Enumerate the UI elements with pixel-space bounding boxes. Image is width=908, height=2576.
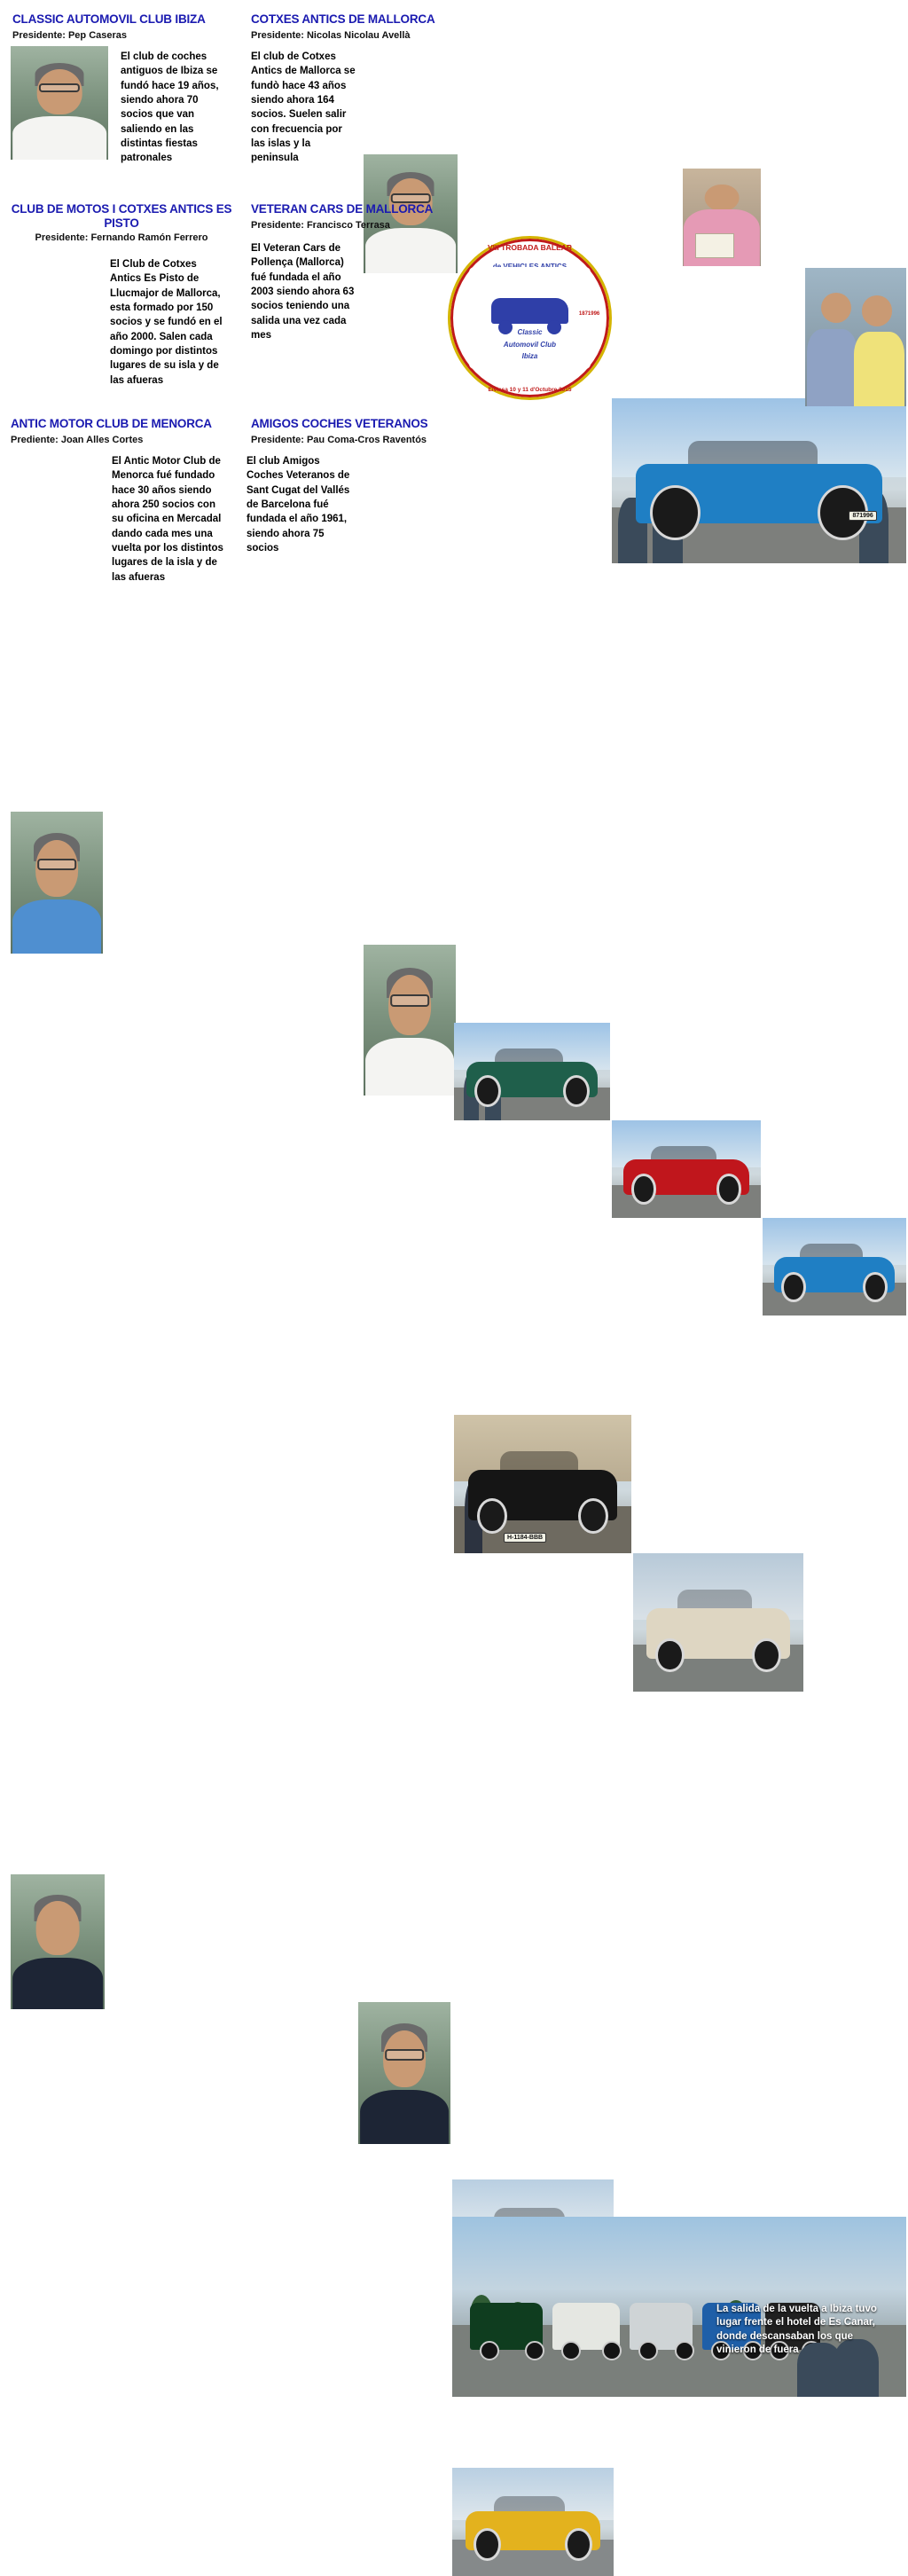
club-president-club-de-motos-i-cotxes-antics-es-pisto: Presidente: Fernando Ramón Ferrero bbox=[35, 232, 208, 243]
club-president-veteran-cars-de-mallorca: Presidente: Francisco Terrasa bbox=[251, 220, 390, 231]
photo-black-citroen bbox=[454, 1415, 631, 1553]
portrait-pep-caseras bbox=[11, 46, 108, 160]
logo-top-text: VIII TROBADA BALEAR bbox=[487, 243, 573, 253]
club-body-club-de-motos-i-cotxes-antics-es-pisto: El Club de Cotxes Antics Es Pisto de Llucmajor de Mallorca, esta formado por 150 socios y se fundó en el año 2000. Salen cada domingo por distintos lugares de su isla y de las afueras bbox=[110, 259, 223, 386]
club-president-antic-motor-club-de-menorca: Prediente: Joan Alles Cortes bbox=[11, 435, 144, 445]
club-title-veteran-cars-de-mallorca: VETERAN CARS DE MALLORCA bbox=[251, 202, 434, 216]
photo-blue-vintage-roadster bbox=[763, 1218, 906, 1315]
logo-center-line1: Classic bbox=[517, 327, 543, 336]
logo-center-line2: Automovil Club bbox=[503, 340, 557, 349]
club-body-veteran-cars-de-mallorca: El Veteran Cars de Pollença (Mallorca) fué fundada el año 2003 siendo ahora 63 socios teniendo una salida una vez cada mes bbox=[251, 243, 355, 341]
plate-blue-roadster: 871996 bbox=[849, 511, 876, 521]
portrait-joan-alles bbox=[11, 1874, 105, 2009]
photo-lineup-es-canar bbox=[452, 2217, 906, 2397]
photo-cream-car bbox=[633, 1553, 803, 1692]
logo-center-line3: Ibiza bbox=[521, 352, 538, 361]
club-title-antic-motor-club-de-menorca: ANTIC MOTOR CLUB DE MENORCA bbox=[11, 417, 212, 430]
club-title-cotxes-antics-de-mallorca: COTXES ANTICS DE MALLORCA bbox=[251, 12, 435, 26]
portrait-pau-coma-cros bbox=[358, 2002, 450, 2144]
club-title-club-de-motos-i-cotxes-antics-es-pisto: CLUB DE MOTOS I COTXES ANTICS ES PISTO bbox=[11, 202, 232, 230]
logo-bottom-text: Eivissa 10 y 11 d'Octubre 2015 bbox=[488, 386, 572, 393]
portrait-francisco-terrasa bbox=[364, 945, 456, 1096]
club-body-cotxes-antics-de-mallorca: El club de Cotxes Antics de Mallorca se fundò hace 43 años siendo ahora 164 socios. Suelen salir con frecuencia por las islas y la peninsula bbox=[251, 51, 356, 164]
es-canar-caption: La salida de la vuelta a Ibiza tuvo lugar frente el hotel de Es Canar, donde descansaban los que vinieron de fuera bbox=[716, 2303, 877, 2356]
photo-two-men bbox=[805, 268, 906, 406]
portrait-fernando-ramon bbox=[11, 812, 103, 954]
club-body-amigos-coches-veteranos: El club Amigos Coches Veteranos de Sant Cugat del Vallés de Barcelona fué fundada el año 1961, siendo ahora 75 socios bbox=[247, 456, 350, 554]
club-president-cotxes-antics-de-mallorca: Presidente: Nicolas Nicolau Avellà bbox=[251, 30, 411, 41]
club-title-classic-automovil-club-ibiza: CLASSIC AUTOMOVIL CLUB IBIZA bbox=[12, 12, 206, 26]
club-title-amigos-coches-veteranos: AMIGOS COCHES VETERANOS bbox=[251, 417, 428, 430]
logo-side-text: 1871996 bbox=[578, 311, 600, 318]
club-body-classic-automovil-club-ibiza: El club de coches antiguos de Ibiza se fundó hace 19 años, siendo ahora 70 socios que van saliendo en las distintas fiestas patronales bbox=[121, 51, 219, 164]
photo-green-vintage bbox=[454, 1023, 610, 1120]
event-logo-badge bbox=[448, 236, 612, 400]
photo-red-car-event bbox=[612, 1120, 761, 1218]
plate-black-citroen: H-1184-BBB bbox=[504, 1533, 546, 1543]
club-president-classic-automovil-club-ibiza: Presidente: Pep Caseras bbox=[12, 30, 128, 41]
photo-yellow-taxi-front bbox=[452, 2468, 614, 2576]
photo-man-pink-shirt bbox=[683, 169, 761, 266]
photo-blue-roadster bbox=[612, 398, 906, 563]
club-body-antic-motor-club-de-menorca: El Antic Motor Club de Menorca fué fundado hace 30 años siendo ahora 250 socios con su oficina en Mercadal dando cada mes una vuelta por los distintos lugares de la isla y de las afueras bbox=[112, 456, 223, 583]
club-president-amigos-coches-veteranos: Presidente: Pau Coma-Cros Raventós bbox=[251, 435, 427, 445]
